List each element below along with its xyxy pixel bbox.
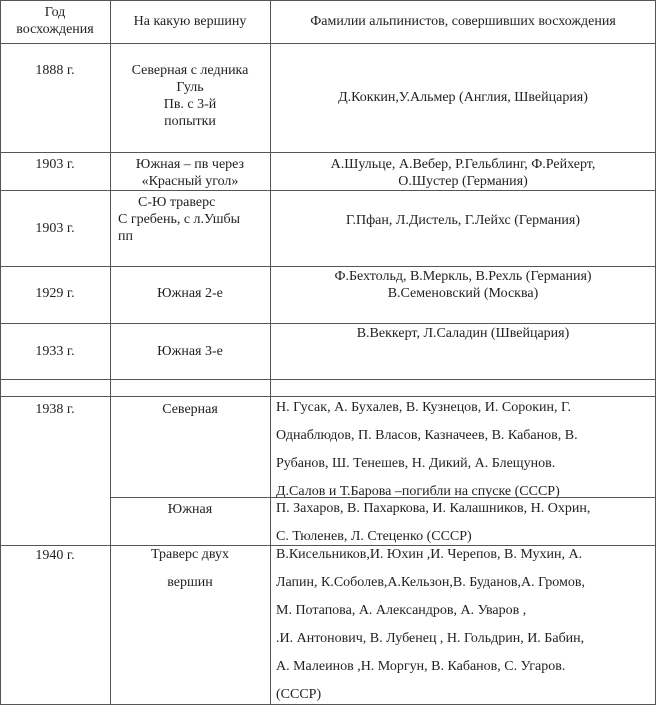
climbers-line: В.Кисельников,И. Юхин ,И. Черепов, В. Мухин, А.	[276, 547, 583, 562]
peak-line: Южная	[167, 502, 213, 517]
row-1938-climbers	[276, 394, 654, 506]
peak-line: Гуль	[176, 80, 204, 95]
climbers-line: Лапин, К.Соболев,А.Кельзон,В. Буданов,А. Громов,	[276, 575, 585, 590]
header-climbers: Фамилии альпинистов, совершивших восхождения	[310, 14, 616, 29]
rule-row4-bottom	[0, 323, 656, 324]
row-1933-climbers	[271, 325, 655, 342]
climbers-line: Однаблюдов, П. Власов, Казначеев, В. Кабанов, В.	[276, 428, 578, 443]
row-1933-peak	[111, 343, 269, 360]
rule-row1-bottom	[0, 152, 656, 153]
peak-line: Южная – пв через	[135, 157, 245, 172]
peak-line: Южная 2-е	[157, 286, 223, 301]
climbers-line: П. Захаров, В. Пахаркова, И. Калашников, Н. Охрин,	[276, 501, 591, 516]
row-1903a-peak	[111, 156, 269, 190]
climbers-line: .И. Антонович, В. Лубенец , Н. Гольдрин, И. Бабин,	[276, 631, 585, 646]
row-1938-peak	[111, 401, 269, 418]
peak-line: попытки	[164, 114, 216, 129]
peak-line: Северная	[162, 402, 218, 417]
row-1903b-peak	[118, 194, 268, 245]
row-1938-south-peak	[111, 501, 269, 518]
peak-line: Пв. с 3-й	[163, 97, 217, 112]
row-1903b-year: 1903 г.	[35, 221, 75, 236]
peak-line: Южная 3-е	[157, 344, 223, 359]
row-1929-climbers	[271, 268, 655, 302]
header-year	[1, 4, 109, 38]
climbers-line: А. Малеинов ,Н. Моргун, В. Кабанов, С. Угаров.	[276, 659, 566, 674]
rule-row2-bottom	[0, 190, 656, 191]
rule-header-bottom	[0, 43, 656, 44]
row-1929-year: 1929 г.	[35, 286, 75, 301]
row-1940-peak	[111, 541, 269, 597]
row-1940-year: 1940 г.	[35, 548, 75, 563]
climbers-line: Д.Салов и Т.Барова –погибли на спуске (СССР)	[276, 484, 560, 499]
climbers-line: В.Веккерт, Л.Саладин (Швейцария)	[356, 326, 570, 341]
rule-row3-bottom	[0, 266, 656, 267]
row-1888-peak	[111, 62, 269, 130]
row-1903b-climbers	[271, 212, 655, 229]
header-year-line1: Год	[44, 5, 66, 20]
climbers-line: Н. Гусак, А. Бухалев, В. Кузнецов, И. Сорокин, Г.	[276, 400, 572, 415]
climbers-line: Ф.Бехтольд, В.Меркль, В.Рехль (Германия)	[334, 269, 592, 284]
row-1903a-climbers	[271, 156, 655, 190]
peak-line: вершин	[167, 575, 213, 590]
climbers-line: (СССР)	[276, 687, 322, 702]
header-peak: На какую вершину	[133, 14, 247, 29]
climbers-line: Д.Коккин,У.Альмер (Англия, Швейцария)	[338, 90, 588, 105]
peak-line: Северная с ледника	[131, 63, 249, 78]
rule-row5-bottom	[0, 379, 656, 380]
row-1929-peak	[111, 285, 269, 302]
climbers-line: В.Семеновский (Москва)	[387, 286, 539, 301]
row-1903a-year: 1903 г.	[35, 157, 75, 172]
row-1938-year: 1938 г.	[35, 402, 75, 417]
peak-line: С-Ю траверс	[138, 195, 216, 210]
row-1940-climbers	[276, 541, 654, 709]
row-1933-year: 1933 г.	[35, 344, 75, 359]
peak-line: «Красный угол»	[141, 174, 239, 189]
peak-line: Траверс двух	[151, 547, 229, 562]
climbers-line: О.Шустер (Германия)	[398, 174, 528, 189]
peak-line: пп	[118, 229, 133, 244]
climbers-line: С. Тюленев, Л. Стеценко (СССР)	[276, 529, 472, 544]
row-1888-climbers	[271, 89, 655, 106]
climbers-line: Г.Пфан, Л.Дистель, Г.Лейхс (Германия)	[345, 213, 581, 228]
rule-top	[0, 0, 656, 1]
peak-line: С гребень, с л.Ушбы	[118, 212, 241, 227]
climbers-line: М. Потапова, А. Александров, А. Уваров ,	[276, 603, 527, 618]
climbers-line: А.Шульце, А.Вебер, Р.Гельблинг, Ф.Рейхерт,	[330, 157, 596, 172]
header-year-line2: восхождения	[16, 22, 94, 37]
row-1888-year: 1888 г.	[35, 63, 75, 78]
climbers-line: Рубанов, Ш. Тенешев, Н. Дикий, А. Блещунов.	[276, 456, 556, 471]
